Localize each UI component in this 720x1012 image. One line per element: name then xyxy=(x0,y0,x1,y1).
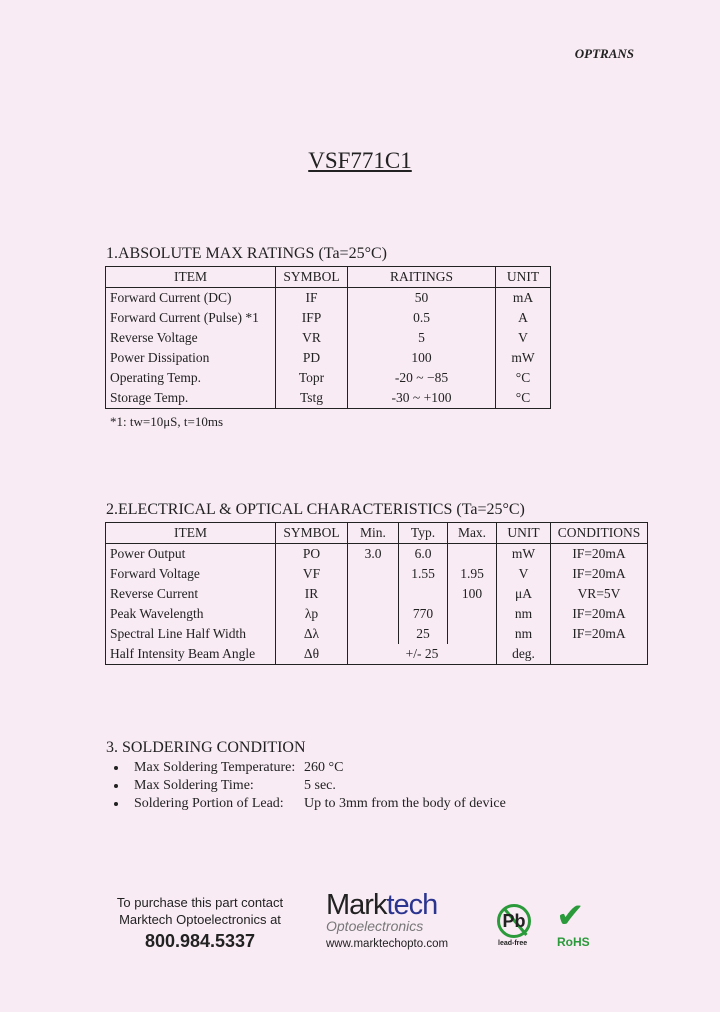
eo-table xyxy=(105,522,648,665)
cell: 100 xyxy=(348,348,496,368)
phone-number: 800.984.5337 xyxy=(144,931,256,951)
col-header: SYMBOL xyxy=(276,267,348,288)
cell: Topr xyxy=(276,368,348,388)
contact-line: Marktech Optoelectronics at xyxy=(119,912,281,927)
cell: IF xyxy=(276,288,348,309)
section-soldering-title: 3. SOLDERING CONDITION xyxy=(106,739,306,756)
cell: Spectral Line Half Width xyxy=(106,624,276,644)
col-header: CONDITIONS xyxy=(551,523,648,544)
soldering-list xyxy=(108,760,506,814)
cell: °C xyxy=(496,368,551,388)
cell: Storage Temp. xyxy=(106,388,276,409)
cell: 1.95 xyxy=(448,564,497,584)
cell: IF=20mA xyxy=(551,564,648,584)
cell: Reverse Voltage xyxy=(106,328,276,348)
cell: 6.0 xyxy=(399,544,448,565)
table-row xyxy=(106,624,648,644)
cell: Δλ xyxy=(276,624,348,644)
checkmark-icon: ✔ xyxy=(556,898,585,935)
cell xyxy=(448,604,497,624)
purchase-contact xyxy=(110,894,290,950)
cell xyxy=(448,544,497,565)
list-item xyxy=(128,760,506,778)
col-header: ITEM xyxy=(106,267,276,288)
cell: V xyxy=(496,328,551,348)
col-header: SYMBOL xyxy=(276,523,348,544)
cell: PO xyxy=(276,544,348,565)
cell: 5 xyxy=(348,328,496,348)
cell: VR xyxy=(276,328,348,348)
label: Max Soldering Time: xyxy=(134,778,254,793)
cell: μA xyxy=(497,584,551,604)
cell: nm xyxy=(497,624,551,644)
cell: Power Output xyxy=(106,544,276,565)
cell xyxy=(348,564,399,584)
cell: A xyxy=(496,308,551,328)
cell: 50 xyxy=(348,288,496,309)
cell: PD xyxy=(276,348,348,368)
table-row xyxy=(106,544,648,565)
cell: Reverse Current xyxy=(106,584,276,604)
cell: +/- 25 xyxy=(348,644,497,665)
cell: Δθ xyxy=(276,644,348,665)
cell xyxy=(399,584,448,604)
lead-free-icon xyxy=(497,904,531,938)
list-item xyxy=(128,796,506,814)
col-header: UNIT xyxy=(497,523,551,544)
cell: Power Dissipation xyxy=(106,348,276,368)
col-header: RAITINGS xyxy=(348,267,496,288)
col-header: ITEM xyxy=(106,523,276,544)
cell: IR xyxy=(276,584,348,604)
cell: IF=20mA xyxy=(551,624,648,644)
cell: Forward Current (Pulse) *1 xyxy=(106,308,276,328)
logo-tech: tech xyxy=(386,889,438,921)
cell xyxy=(348,584,399,604)
table-row xyxy=(106,644,648,665)
cell: Forward Voltage xyxy=(106,564,276,584)
label: Soldering Portion of Lead: xyxy=(134,796,284,811)
cell: Operating Temp. xyxy=(106,368,276,388)
table-row xyxy=(106,348,551,368)
cell: IFP xyxy=(276,308,348,328)
section-abs-max-title: 1.ABSOLUTE MAX RATINGS (Ta=25°C) xyxy=(106,245,387,262)
cell: 25 xyxy=(399,624,448,644)
value: Up to 3mm from the body of device xyxy=(304,796,506,811)
cell xyxy=(348,604,399,624)
cell: λp xyxy=(276,604,348,624)
cell xyxy=(551,644,648,665)
cell: 770 xyxy=(399,604,448,624)
cell: mW xyxy=(497,544,551,565)
value: 260 °C xyxy=(304,760,344,775)
cell: nm xyxy=(497,604,551,624)
cell: -20 ~ −85 xyxy=(348,368,496,388)
website[interactable]: www.marktechopto.com xyxy=(326,938,449,950)
label: Max Soldering Temperature: xyxy=(134,760,296,775)
cell: 0.5 xyxy=(348,308,496,328)
contact-line: To purchase this part contact xyxy=(116,895,284,910)
pb-text: Pb xyxy=(502,911,526,931)
cell: Forward Current (DC) xyxy=(106,288,276,309)
cell: Peak Wavelength xyxy=(106,604,276,624)
cell xyxy=(448,624,497,644)
value: 5 sec. xyxy=(304,778,336,793)
page-title xyxy=(0,148,720,174)
col-header: UNIT xyxy=(496,267,551,288)
cell: 3.0 xyxy=(348,544,399,565)
table-row xyxy=(106,328,551,348)
abs-max-table xyxy=(105,266,551,409)
logo-mark: Mark xyxy=(326,889,387,921)
cell: IF=20mA xyxy=(551,544,648,565)
cell: 1.55 xyxy=(399,564,448,584)
cell: mA xyxy=(496,288,551,309)
cell: VF xyxy=(276,564,348,584)
part-number: VSF771C1 xyxy=(308,148,412,173)
cell: Half Intensity Beam Angle xyxy=(106,644,276,665)
cell: deg. xyxy=(497,644,551,665)
logo-sub: Optoelectronics xyxy=(326,918,424,934)
cell: IF=20mA xyxy=(551,604,648,624)
cell: -30 ~ +100 xyxy=(348,388,496,409)
list-item xyxy=(128,778,506,796)
table-row xyxy=(106,368,551,388)
table-row xyxy=(106,308,551,328)
cell: 100 xyxy=(448,584,497,604)
cell: Tstg xyxy=(276,388,348,409)
table-row xyxy=(106,288,551,309)
footnote: *1: tw=10μS, t=10ms xyxy=(110,414,224,429)
section-eo-title: 2.ELECTRICAL & OPTICAL CHARACTERISTICS (Ta=25°C) xyxy=(106,501,525,518)
brand-label: OPTRANS xyxy=(574,46,634,61)
cell: V xyxy=(497,564,551,584)
col-header: Max. xyxy=(448,523,497,544)
cell xyxy=(348,624,399,644)
marktech-logo xyxy=(326,890,448,950)
lead-free-label: lead-free xyxy=(498,940,528,947)
table-row xyxy=(106,584,648,604)
col-header: Typ. xyxy=(399,523,448,544)
col-header: Min. xyxy=(348,523,399,544)
cell: °C xyxy=(496,388,551,409)
cell: mW xyxy=(496,348,551,368)
rohs-label: RoHS xyxy=(557,935,590,949)
cell: VR=5V xyxy=(551,584,648,604)
table-row xyxy=(106,388,551,409)
table-row xyxy=(106,604,648,624)
table-row xyxy=(106,564,648,584)
